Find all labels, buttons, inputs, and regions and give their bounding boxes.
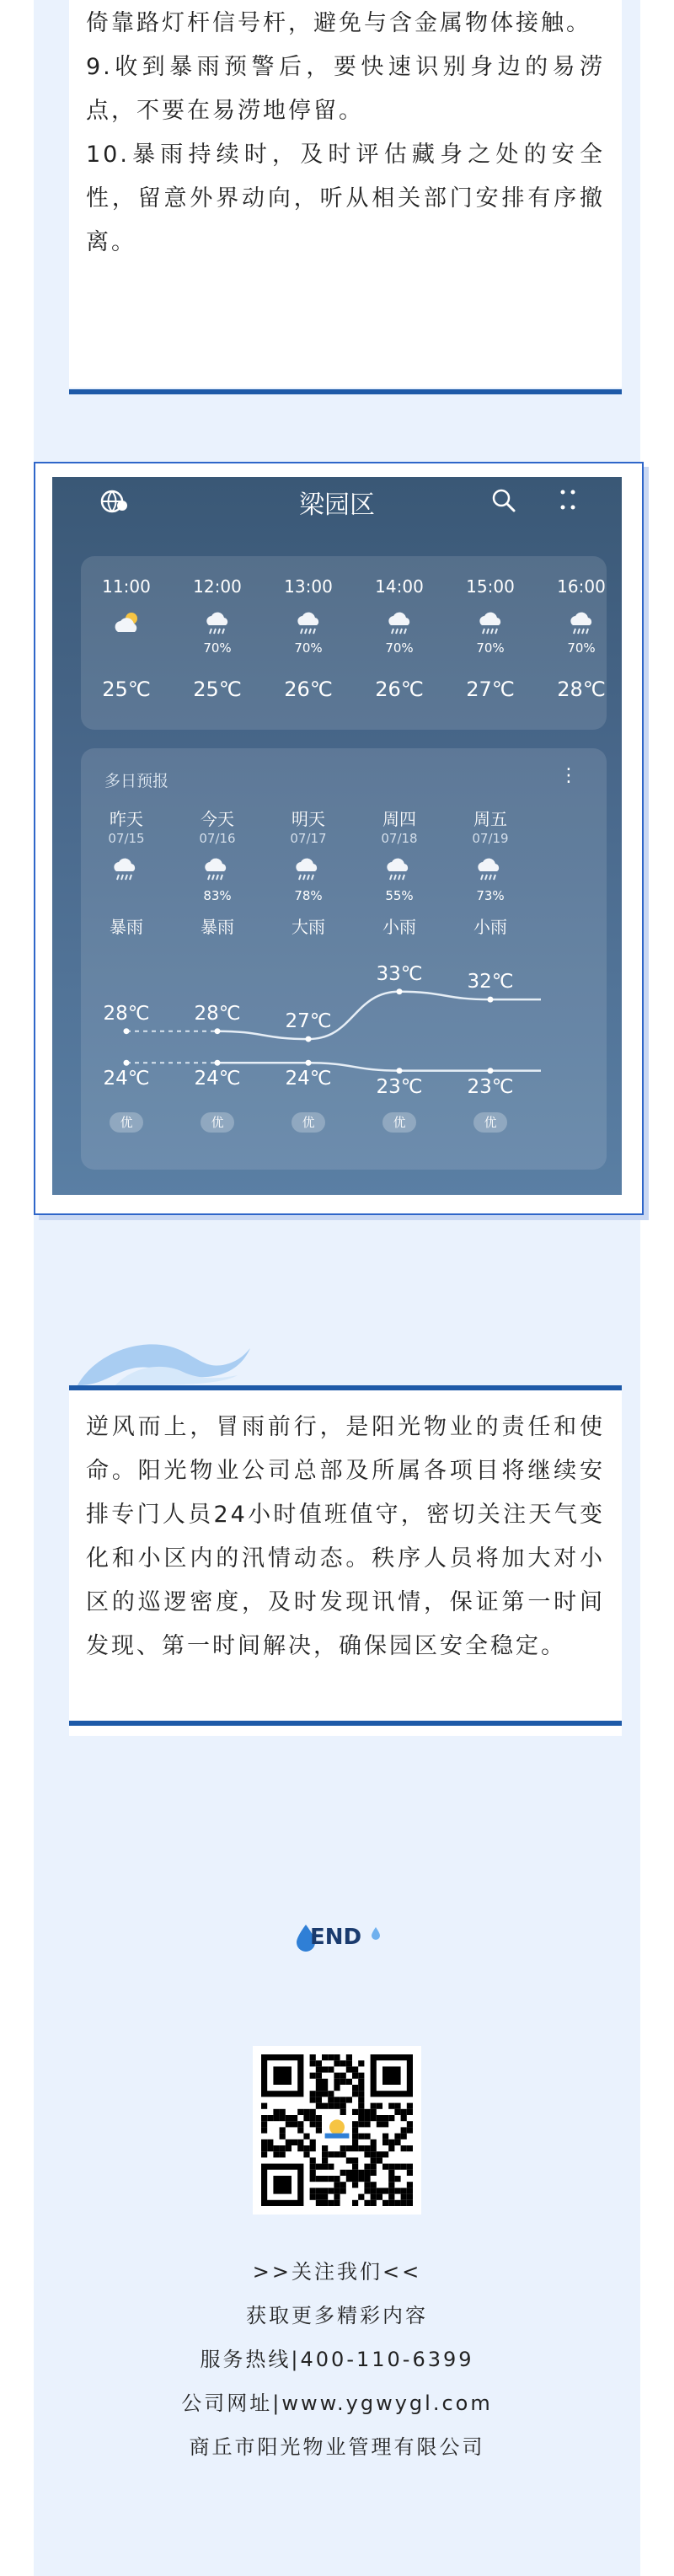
high-temp-point xyxy=(215,1028,221,1034)
daily-condition: 大雨 xyxy=(292,917,325,937)
closing-paragraph: 逆风而上，冒雨前行，是阳光物业的责任和使命。阳光物业公司总部及所属各项目将继续安排专门人员24小时值班值守，密切关注天气变化和小区内的汛情动态。秩序人员将加大对小区的巡逻密度，及时发现讯情，保证第一时间发现、第一时间解决，确保园区安全稳定。 xyxy=(86,1414,605,1659)
daily-more-icon[interactable]: ⋮ xyxy=(559,765,578,786)
daily-condition: 小雨 xyxy=(382,917,416,937)
qr-code xyxy=(253,2046,421,2215)
company-name: 商丘市阳光物业管理有限公司 xyxy=(189,2435,485,2459)
low-temp-point xyxy=(215,1060,221,1066)
daily-aqi-badge: 优 xyxy=(473,1112,507,1133)
rain-icon xyxy=(568,608,598,639)
high-temp-point xyxy=(488,997,494,1003)
daily-date: 07/15 xyxy=(108,831,145,846)
end-mark xyxy=(286,1921,396,1955)
daily-aqi-badge: 优 xyxy=(110,1112,143,1133)
service-hotline: 服务热线|400-110-6399 xyxy=(200,2348,474,2371)
daily-date: 07/18 xyxy=(381,831,418,846)
daily-condition: 小雨 xyxy=(473,917,507,937)
closing-card xyxy=(69,1390,622,1736)
more-content: 获取更多精彩内容 xyxy=(246,2304,428,2327)
daily-day: 昨天 xyxy=(110,809,143,829)
daily-date: 07/19 xyxy=(472,831,509,846)
follow-us: >>关注我们<< xyxy=(252,2260,422,2284)
hourly-icon xyxy=(113,608,143,642)
daily-precip: 78% xyxy=(294,888,323,903)
hourly-forecast-card[interactable] xyxy=(81,556,607,730)
rain-icon xyxy=(204,608,234,639)
low-temp-point xyxy=(397,1068,403,1074)
hourly-icon xyxy=(295,608,325,642)
hourly-time: 14:00 xyxy=(375,576,424,597)
wave-decoration xyxy=(69,1338,254,1385)
hourly-precip: 70% xyxy=(203,640,232,656)
section-divider xyxy=(69,389,622,394)
daily-high-temp: 32℃ xyxy=(467,971,514,993)
daily-precip: 73% xyxy=(476,888,505,903)
hourly-icon xyxy=(204,608,234,642)
daily-condition: 暴雨 xyxy=(110,917,143,937)
daily-precip: 83% xyxy=(203,888,232,903)
tip-paragraph: 9.收到暴雨预警后，要快速识别身边的易涝点，不要在易涝地停留。 xyxy=(86,54,605,124)
hourly-temp: 28℃ xyxy=(557,677,606,701)
more-dots-icon[interactable] xyxy=(558,487,578,517)
hourly-time: 12:00 xyxy=(193,576,242,597)
end-label: END xyxy=(310,1925,362,1950)
daily-low-temp: 24℃ xyxy=(103,1068,150,1090)
hourly-temp: 25℃ xyxy=(102,677,151,701)
daily-high-temp: 27℃ xyxy=(285,1010,332,1033)
daily-date: 07/16 xyxy=(199,831,236,846)
daily-condition: 暴雨 xyxy=(201,917,234,937)
hourly-time: 13:00 xyxy=(284,576,333,597)
daily-aqi-badge: 优 xyxy=(292,1112,325,1133)
high-temp-point xyxy=(124,1028,130,1034)
daily-aqi-badge: 优 xyxy=(382,1112,416,1133)
tip-paragraph: 倚靠路灯杆信号杆，避免与含金属物体接触。 xyxy=(86,10,591,36)
low-temp-point xyxy=(124,1060,130,1066)
hourly-time: 16:00 xyxy=(557,576,606,597)
high-temp-point xyxy=(397,988,403,994)
search-icon[interactable] xyxy=(490,487,517,517)
daily-low-temp: 23℃ xyxy=(467,1075,514,1098)
rain-icon xyxy=(477,608,507,639)
low-temp-point xyxy=(488,1068,494,1074)
hourly-temp: 25℃ xyxy=(193,677,242,701)
rain-icon xyxy=(386,608,416,639)
daily-day: 今天 xyxy=(201,809,234,829)
hourly-temp: 26℃ xyxy=(375,677,424,701)
hourly-time: 15:00 xyxy=(466,576,515,597)
hourly-precip: 70% xyxy=(294,640,323,656)
daily-low-temp: 24℃ xyxy=(285,1068,332,1090)
section-divider xyxy=(69,1721,622,1726)
daily-high-temp: 28℃ xyxy=(103,1002,150,1025)
daily-date: 07/17 xyxy=(290,831,327,846)
daily-high-temp: 33℃ xyxy=(376,962,423,985)
daily-high-temp: 28℃ xyxy=(194,1002,241,1025)
daily-low-temp: 23℃ xyxy=(376,1075,423,1098)
hourly-icon xyxy=(386,608,416,642)
hourly-precip: 70% xyxy=(567,640,596,656)
daily-forecast-card[interactable] xyxy=(81,748,607,1170)
hourly-icon xyxy=(477,608,507,642)
weather-app-screenshot xyxy=(52,477,622,1195)
daily-forecast-title: 多日预报 xyxy=(104,772,169,790)
temperature-trend-chart xyxy=(81,748,607,1170)
hourly-precip: 70% xyxy=(385,640,414,656)
hourly-icon xyxy=(568,608,598,642)
tip-paragraph: 10.暴雨持续时，及时评估藏身之处的安全性，留意外界动向，听从相关部门安排有序撤离。 xyxy=(86,142,605,255)
hourly-temp: 27℃ xyxy=(466,677,515,701)
daily-precip: 55% xyxy=(385,888,414,903)
daily-aqi-badge: 优 xyxy=(201,1112,234,1133)
hourly-precip: 70% xyxy=(476,640,505,656)
company-website: 公司网址|www.ygwygl.com xyxy=(181,2391,493,2415)
hourly-temp: 26℃ xyxy=(284,677,333,701)
high-temp-point xyxy=(306,1036,312,1042)
daily-day: 周五 xyxy=(473,809,507,829)
daily-day: 明天 xyxy=(292,809,325,829)
tips-card xyxy=(69,0,622,388)
weather-topbar xyxy=(52,477,622,531)
daily-day: 周四 xyxy=(382,809,416,829)
partly-cloudy-icon xyxy=(113,608,143,639)
low-temp-point xyxy=(306,1060,312,1066)
small-drop-icon xyxy=(371,1926,381,1940)
daily-low-temp: 24℃ xyxy=(194,1068,241,1090)
location-title: 梁园区 xyxy=(299,490,375,520)
rain-icon xyxy=(295,608,325,639)
hourly-time: 11:00 xyxy=(102,576,151,597)
